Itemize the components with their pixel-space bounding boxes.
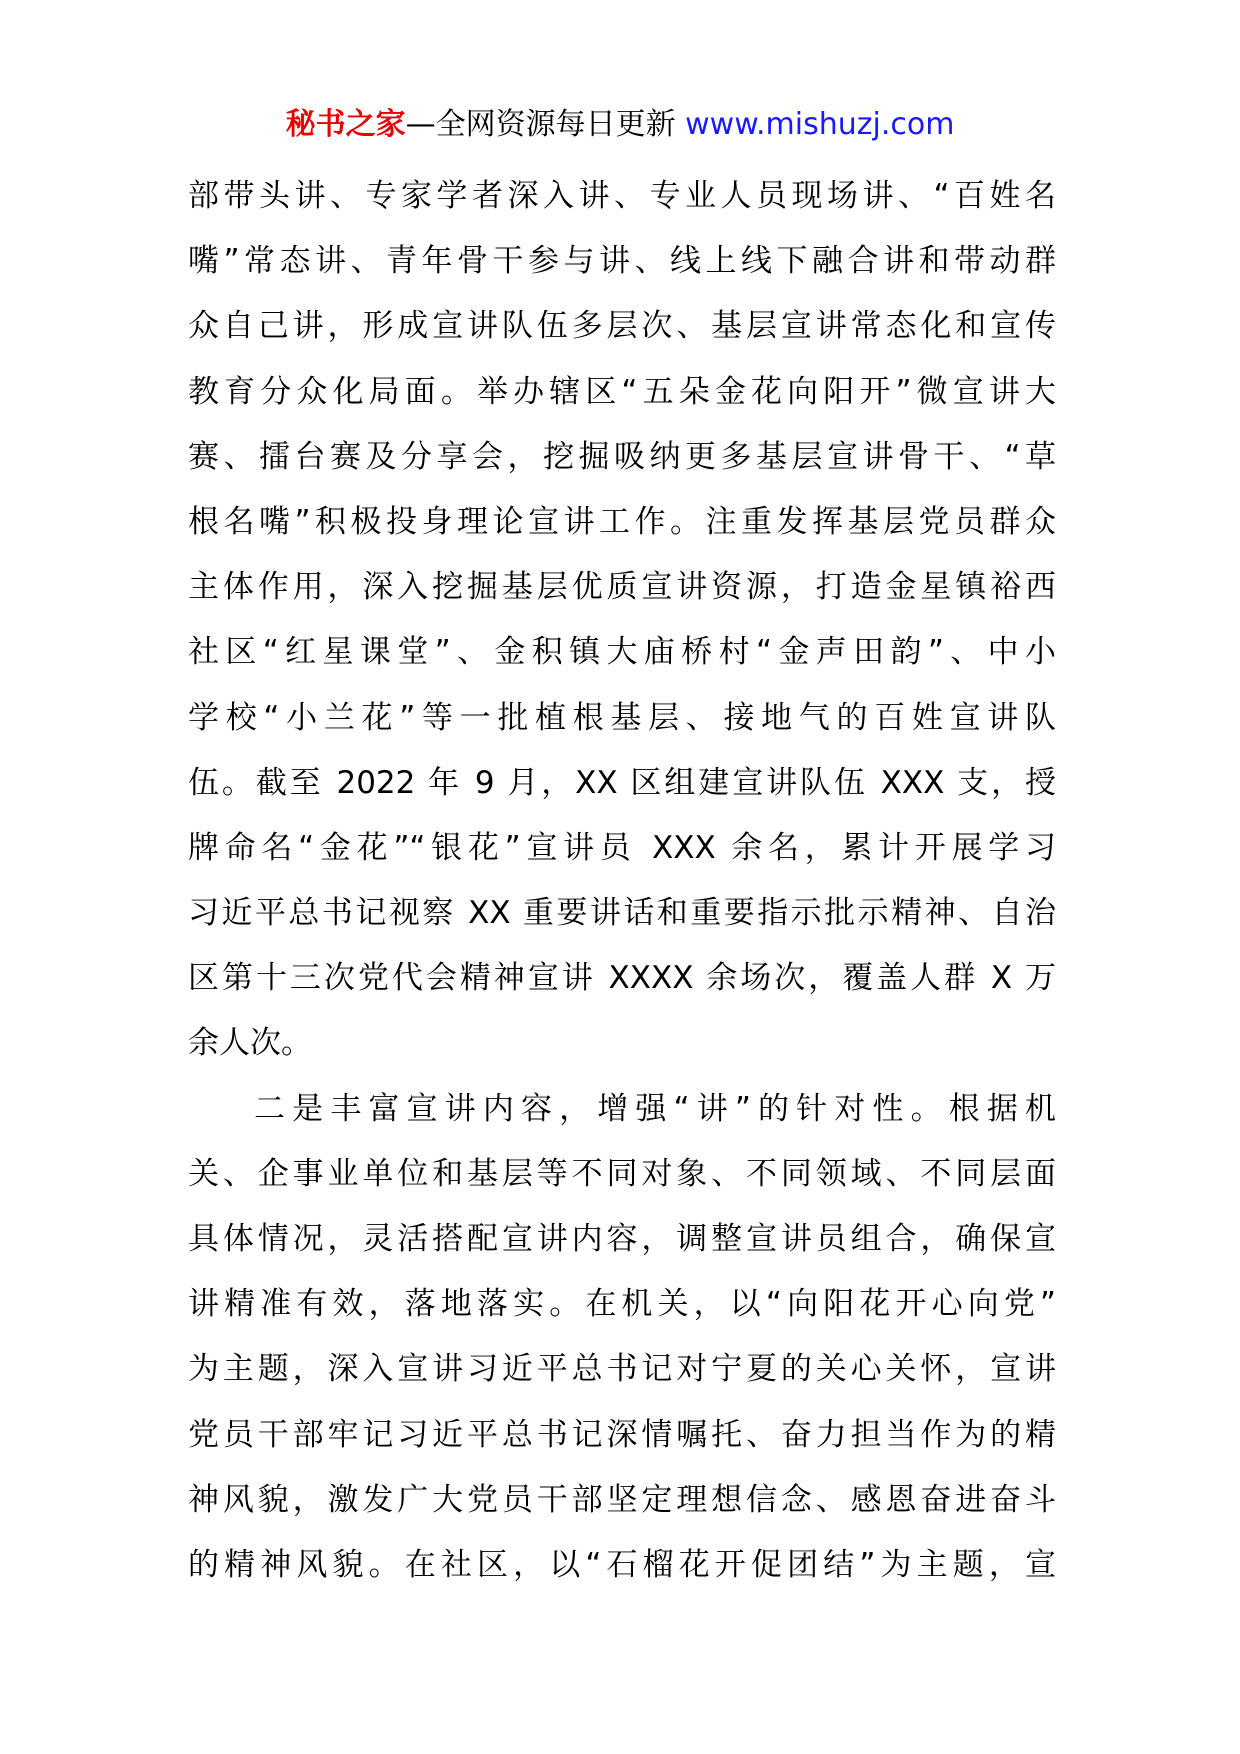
paragraph-start-line: 二是丰富宣讲内容，增强“讲”的针对性。根据机 bbox=[254, 1090, 1056, 1127]
text-line: 讲精准有效，落地落实。在机关，以“向阳花开心向党” bbox=[188, 1286, 1056, 1323]
text-line: 牌命名“金花”“银花”宣讲员 XXX 余名，累计开展学习 bbox=[188, 829, 1056, 866]
text-line: 众自己讲，形成宣讲队伍多层次、基层宣讲常态化和宣传 bbox=[188, 308, 1056, 345]
text-line: 习近平总书记视察 XX 重要讲话和重要指示批示精神、自治 bbox=[188, 895, 1056, 932]
text-line: 神风貌，激发广大党员干部坚定理想信念、感恩奋进奋斗 bbox=[188, 1481, 1056, 1518]
text-line: 嘴”常态讲、青年骨干参与讲、线上线下融合讲和带动群 bbox=[188, 243, 1056, 280]
text-line: 为主题，深入宣讲习近平总书记对宁夏的关心关怀，宣讲 bbox=[188, 1351, 1056, 1388]
text-line: 部带头讲、专家学者深入讲、专业人员现场讲、“百姓名 bbox=[188, 178, 1056, 214]
text-line: 的精神风貌。在社区，以“石榴花开促团结”为主题，宣 bbox=[188, 1546, 1056, 1583]
text-line: 关、企事业单位和基层等不同对象、不同领域、不同层面 bbox=[188, 1155, 1056, 1192]
site-url-link[interactable]: www.mishuzj.com bbox=[685, 107, 955, 142]
text-line: 区第十三次党代会精神宣讲 XXXX 余场次，覆盖人群 X 万 bbox=[188, 960, 1056, 997]
text-line: 伍。截至 2022 年 9 月，XX 区组建宣讲队伍 XXX 支，授 bbox=[188, 764, 1056, 801]
text-line: 学校“小兰花”等一批植根基层、接地气的百姓宣讲队 bbox=[188, 699, 1056, 736]
brand-name: 秘书之家 bbox=[285, 107, 406, 142]
text-line: 社区“红星课堂”、金积镇大庙桥村“金声田韵”、中小 bbox=[188, 634, 1056, 671]
header-tagline: —全网资源每日更新 bbox=[405, 107, 686, 142]
text-line: 根名嘴”积极投身理论宣讲工作。注重发挥基层党员群众 bbox=[188, 503, 1056, 540]
text-line: 教育分众化局面。举办辖区“五朵金花向阳开”微宣讲大 bbox=[188, 373, 1056, 410]
document-body bbox=[188, 164, 1056, 1598]
page-header bbox=[0, 100, 1240, 150]
text-line: 赛、擂台赛及分享会，挖掘吸纳更多基层宣讲骨干、“草 bbox=[188, 438, 1056, 475]
text-line: 主体作用，深入挖掘基层优质宣讲资源，打造金星镇裕西 bbox=[188, 569, 1056, 606]
paragraph-end-line: 余人次。 bbox=[188, 1025, 312, 1062]
text-line: 党员干部牢记习近平总书记深情嘱托、奋力担当作为的精 bbox=[188, 1416, 1056, 1453]
text-line: 具体情况，灵活搭配宣讲内容，调整宣讲员组合，确保宣 bbox=[188, 1221, 1056, 1257]
